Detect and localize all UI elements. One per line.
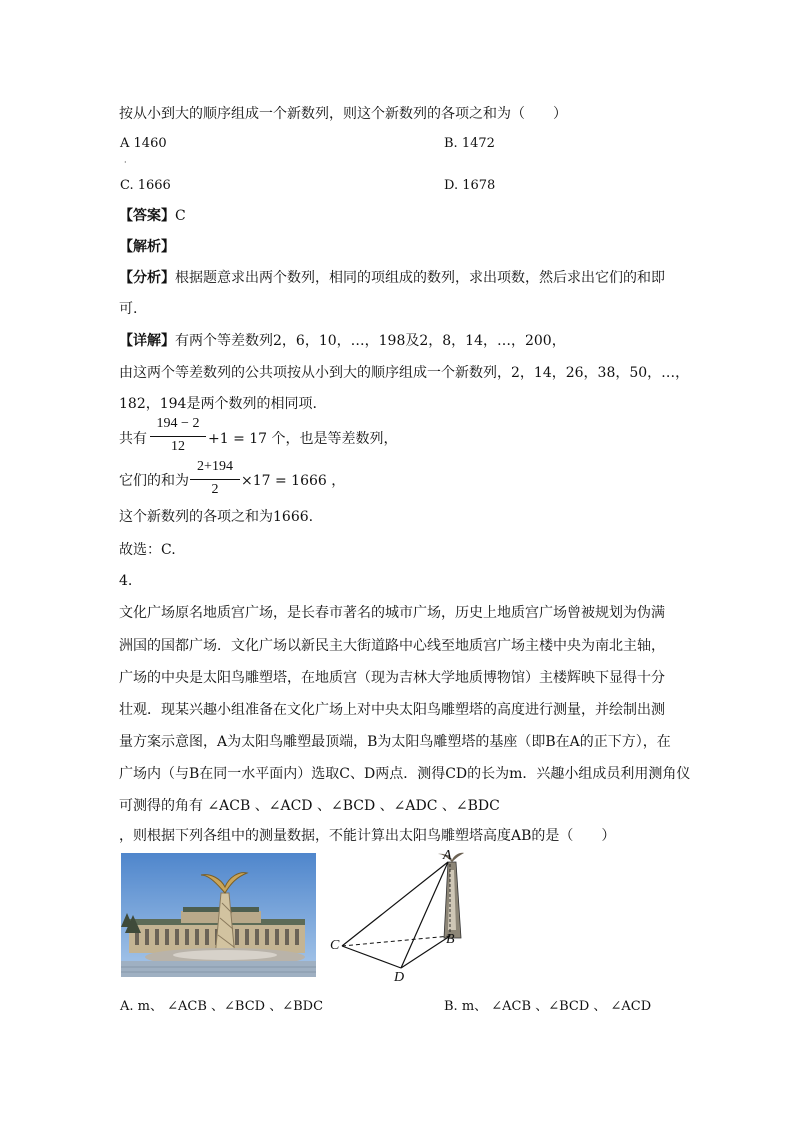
choice: 故选：C. (119, 542, 176, 558)
q4-para-line-8: ，则根据下列各组中的测量数据，不能计算出太阳鸟雕塑塔高度AB的是（ ） (119, 828, 616, 844)
conclusion: 这个新数列的各项之和为1666. (119, 509, 314, 525)
fenxi-label: 【分析】 (119, 270, 175, 286)
q4-para-line-2: 洲国的国都广场．文化广场以新民主大街道路中心线至地质宫广场主楼中央为南北主轴， (119, 638, 665, 654)
q3-option-d: D. 1678 (444, 178, 496, 193)
point-d-label: D (394, 970, 405, 985)
fraction-bar (150, 436, 206, 437)
count-rest: +1 = 17 个，也是等差数列， (208, 431, 398, 447)
count-fraction (150, 416, 206, 458)
point-a-label: A (443, 848, 452, 863)
fraction-bar (190, 479, 240, 480)
q4-option-b: B. m、 ∠ACB 、∠BCD 、 ∠ACD (444, 999, 652, 1014)
sum-numerator: 2+194 (197, 459, 233, 474)
detail-line-1 (119, 331, 566, 351)
fenxi-line-1 (119, 268, 665, 288)
sum-denominator: 2 (211, 482, 219, 497)
q3-stem: 按从小到大的顺序组成一个新数列，则这个新数列的各项之和为（ ） (119, 106, 567, 122)
q3-option-c: C. 1666 (120, 178, 171, 193)
q4-para-line-4: 壮观．现某兴趣小组准备在文化广场上对中央太阳鸟雕塑塔的高度进行测量，并绘制出测 (119, 702, 665, 718)
detail-line-3: 182，194是两个数列的相同项. (119, 396, 317, 412)
fenxi-line-2: 可. (119, 301, 138, 317)
point-c-label: C (330, 938, 340, 953)
sun-bird-tower-photo (121, 853, 316, 977)
count-numerator: 194 − 2 (156, 416, 200, 431)
q4-para-line-5: 量方案示意图，A为太阳鸟雕塑最顶端，B为太阳鸟雕塑塔的基座（即B在A的正下方），在 (119, 734, 671, 750)
sum-fraction (190, 459, 240, 501)
count-prefix: 共有 (119, 431, 147, 447)
analysis-label: 【解析】 (119, 239, 175, 255)
sum-rest: ×17 = 1666 ， (241, 473, 346, 489)
detail-label: 【详解】 (119, 333, 175, 349)
q4-para-line-1: 文化广场原名地质宫广场，是长春市著名的城市广场，历史上地质宫广场曾被规划为伪满 (119, 605, 665, 621)
sum-prefix: 它们的和为 (119, 473, 189, 489)
q4-para-line-7: 可测得的角有 ∠ACB 、∠ACD 、∠BCD 、∠ADC 、∠BDC (119, 798, 500, 814)
q4-para-line-6: 广场内（与B在同一水平面内）选取C、D两点．测得CD的长为m．兴趣小组成员利用测角仪 (119, 766, 691, 782)
answer-value: C (175, 208, 186, 224)
q4-option-a: A. m、 ∠ACB 、∠BCD 、∠BDC (120, 999, 324, 1014)
q3-option-a: A 1460 (120, 136, 167, 151)
stray-dot: · (124, 158, 127, 167)
q4-number: 4. (119, 573, 133, 589)
answer-line (119, 206, 186, 226)
q4-para-line-3: 广场的中央是太阳鸟雕塑塔，在地质宫（现为吉林大学地质博物馆）主楼辉映下显得十分 (119, 670, 665, 686)
q3-option-b: B. 1472 (444, 136, 495, 151)
answer-label: 【答案】 (119, 208, 175, 224)
detail-line-2: 由这两个等差数列的公共项按从小到大的顺序组成一个新数列，2，14，26，38，50，…， (119, 365, 690, 381)
count-denominator: 12 (171, 439, 185, 454)
measurement-diagram (326, 850, 476, 992)
fenxi-text: 根据题意求出两个数列，相同的项组成的数列，求出项数，然后求出它们的和即 (175, 270, 665, 286)
detail-text-1: 有两个等差数列2，6，10，…，198及2，8，14，…，200， (175, 333, 566, 349)
point-b-label: B (446, 932, 455, 947)
